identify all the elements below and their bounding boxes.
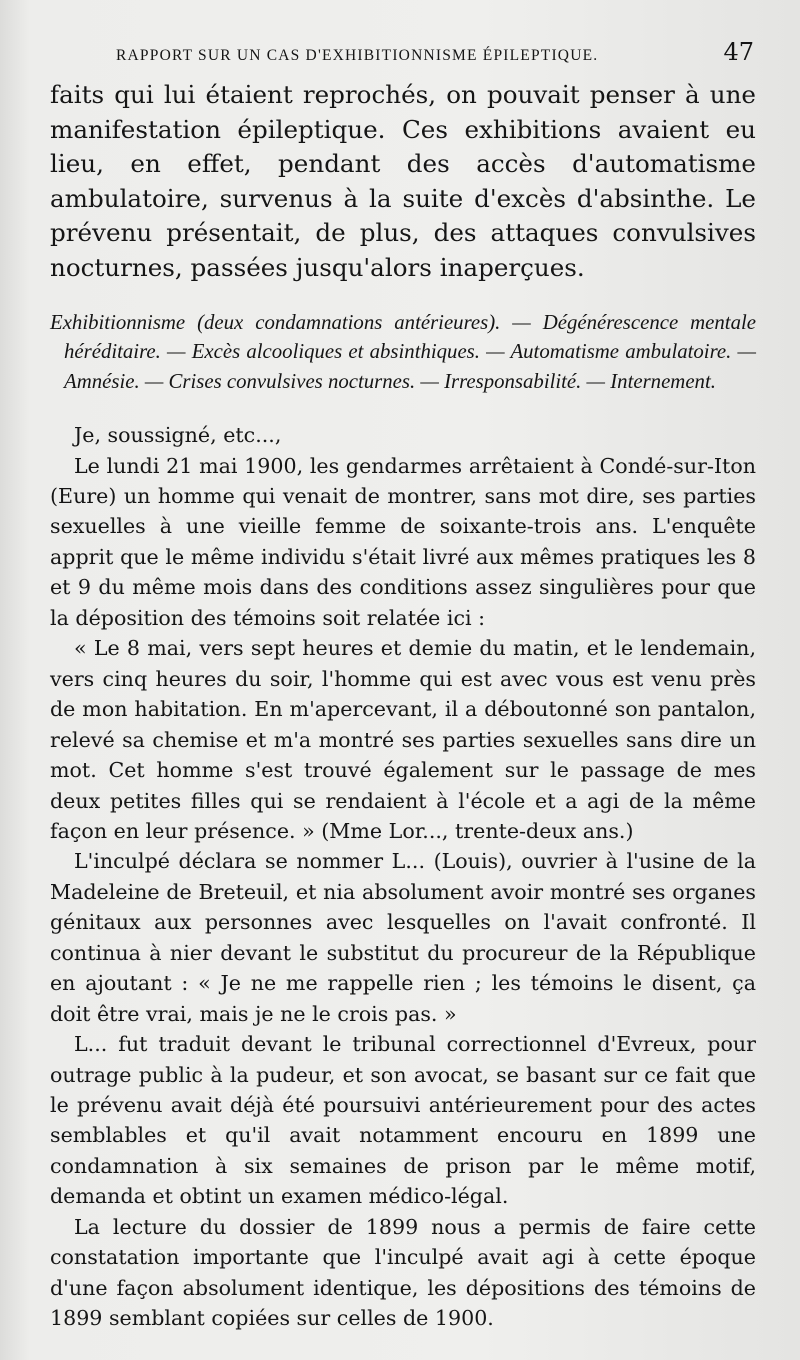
- body-paragraph: Le lundi 21 mai 1900, les gendarmes arrêtaient à Condé-sur-Iton (Eure) un homme qui venait de montrer, sans mot dire, ses parties sexuelles à une vieille femme de soixante-trois ans. L'enquête apprit que le même individu s'était livré aux mêmes pratiques les 8 et 9 du même mois dans des conditions assez singulières pour que la déposition des témoins soit relatée ici :: [50, 453, 756, 630]
- page-number: 47: [723, 38, 754, 66]
- intro-text: [50, 78, 756, 286]
- report-body: [50, 420, 756, 1334]
- body-paragraph: L'inculpé déclara se nommer L... (Louis), ouvrier à l'usine de la Madeleine de Breteuil, et nia absolument avoir montré ses organes génitaux aux personnes avec lesquelles on l'avait confronté. Il continua à nier devant le substitut du procureur de la République en ajoutant : « Je ne me rappelle rien ; les témoins le disent, ça doit être vrai, mais je ne le crois pas. »: [50, 849, 756, 1026]
- summary-paragraph: Exhibitionnisme (deux condamnations antérieures). — Dégénérescence mentale héréditaire. — Excès alcooliques et absinthiques. — Automatisme ambulatoire. — Amnésie. — Crises convulsives nocturnes. — Irresponsabilité. — Internement.: [50, 310, 756, 393]
- running-title: RAPPORT SUR UN CAS D'EXHIBITIONNISME ÉPILEPTIQUE.: [116, 47, 599, 64]
- body-paragraph: L... fut traduit devant le tribunal correctionnel d'Evreux, pour outrage public à la pudeur, et son avocat, se basant sur ce fait que le prévenu avait déjà été poursuivi antérieurement pour des actes semblables et qu'il avait notamment encouru en 1899 une condamnation à six semaines de prison par le même motif, demanda et obtint un examen médico-légal.: [50, 1032, 756, 1209]
- body-paragraph: Je, soussigné, etc...,: [74, 423, 282, 448]
- case-summary: [50, 308, 756, 397]
- running-head: [50, 38, 756, 78]
- intro-paragraph: faits qui lui étaient reprochés, on pouvait penser à une manifestation épileptique. Ces exhibitions avaient eu lieu, en effet, pendant des accès d'automatisme ambulatoire, survenus à la suite d'excès d'absinthe. Le prévenu présentait, de plus, des attaques convulsives nocturnes, passées jusqu'alors inaperçues.: [50, 80, 756, 282]
- body-paragraph: « Le 8 mai, vers sept heures et demie du matin, et le lendemain, vers cinq heures du soir, l'homme qui est avec vous est venu près de mon habitation. En m'apercevant, il a déboutonné son pantalon, relevé sa chemise et m'a montré ses parties sexuelles sans dire un mot. Cet homme s'est trouvé également sur le passage de mes deux petites filles qui se rendaient à l'école et a agi de la même façon en leur présence. » (Mme Lor..., trente-deux ans.): [50, 636, 756, 843]
- body-paragraph: La lecture du dossier de 1899 nous a permis de faire cette constatation importante que l'inculpé avait agi à cette époque d'une façon absolument identique, les dépositions des témoins de 1899 semblant copiées sur celles de 1900.: [50, 1214, 756, 1331]
